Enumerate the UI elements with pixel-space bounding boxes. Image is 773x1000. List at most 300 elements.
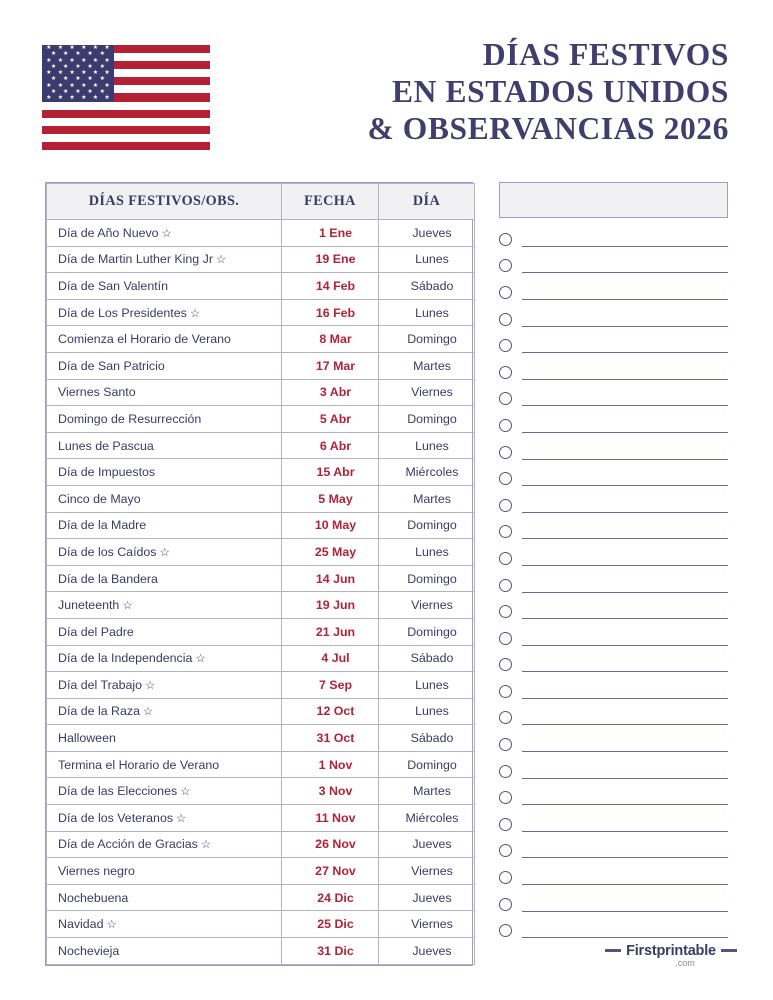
note-checkbox[interactable] [499,339,512,352]
note-write-line[interactable] [522,911,728,912]
note-write-line[interactable] [522,671,728,672]
federal-holiday-star-icon: ☆ [122,600,133,613]
note-checkbox[interactable] [499,658,512,671]
holiday-date-cell: 24 Dic [282,884,379,911]
holiday-name-cell [47,326,282,353]
holiday-name: Día de la Bandera [58,571,158,586]
table-row [47,805,475,832]
table-row [47,220,475,247]
table-row [47,831,475,858]
holiday-weekday-cell: Martes [379,352,475,379]
note-write-line[interactable] [522,751,728,752]
holiday-name: Día de San Valentín [58,278,168,293]
table-row [47,539,475,566]
note-row [499,306,728,333]
federal-holiday-star-icon: ☆ [142,706,154,719]
table-row [47,565,475,592]
holiday-date-cell: 1 Ene [282,220,379,247]
holiday-weekday-cell: Viernes [379,592,475,619]
holiday-name: Día de Martin Luther King Jr [58,252,213,267]
holiday-name-cell [47,352,282,379]
flag-star-icon: ★ [99,62,106,70]
flag-star-icon: ★ [75,75,81,83]
holiday-weekday-cell: Domingo [379,618,475,645]
logo-dash-left-icon [605,949,621,952]
column-header-holiday: DÍAS FESTIVOS/OBS. [47,184,282,220]
notes-checklist [499,226,728,944]
flag-star-icon: ★ [75,88,81,96]
note-row [499,784,728,811]
flag-star-icon: ★ [69,45,75,52]
holiday-date-cell: 14 Feb [282,273,379,300]
flag-star-icon: ★ [57,94,64,102]
holiday-name: Lunes de Pascua [58,438,154,453]
flag-star-icon: ★ [63,88,69,96]
note-write-line[interactable] [522,857,728,858]
flag-star-row [42,95,114,101]
federal-holiday-star-icon: ☆ [180,786,191,799]
flag-star-icon: ★ [69,94,75,102]
note-write-line[interactable] [522,724,728,725]
table-row [47,352,475,379]
flag-star-icon: ★ [50,75,57,83]
holiday-date-cell: 14 Jun [282,565,379,592]
flag-star-icon: ★ [69,81,75,89]
table-row [47,911,475,938]
table-row [47,406,475,433]
note-checkbox[interactable] [499,552,512,565]
flag-star-icon: ★ [87,88,93,96]
table-row [47,512,475,539]
holiday-name-cell [47,698,282,725]
holiday-name-cell [47,379,282,406]
flag-stripe [42,110,210,118]
flag-star-icon: ★ [57,81,64,89]
holiday-weekday-cell: Domingo [379,751,475,778]
holiday-weekday-cell: Domingo [379,326,475,353]
us-flag-icon [42,45,210,150]
note-row [499,465,728,492]
holiday-name-cell [47,831,282,858]
flag-star-icon: ★ [92,45,99,52]
note-row [499,731,728,758]
table-row [47,672,475,699]
holiday-name: Día de las Elecciones [58,784,178,799]
holiday-name: Día de Impuestos [58,465,156,480]
note-row [499,838,728,865]
note-write-line[interactable] [522,246,728,247]
table-row [47,858,475,885]
holiday-name-cell [47,299,282,326]
holiday-name: Día de Año Nuevo [58,225,159,240]
logo-tld: .com [675,957,695,968]
note-write-line[interactable] [522,379,728,380]
note-write-line[interactable] [522,485,728,486]
holiday-name-cell [47,911,282,938]
holiday-date-cell: 31 Oct [282,725,379,752]
table-row [47,592,475,619]
holiday-name-cell [47,592,282,619]
holiday-name: Viernes negro [58,864,135,879]
note-row [499,226,728,253]
holiday-name: Nochevieja [58,943,120,958]
holiday-weekday-cell: Viernes [379,911,475,938]
note-write-line[interactable] [522,778,728,779]
holiday-weekday-cell: Lunes [379,698,475,725]
holiday-name: Viernes Santo [58,385,136,400]
federal-holiday-star-icon: ☆ [106,919,117,932]
flag-star-icon: ★ [46,69,52,77]
notes-title-input[interactable] [499,182,728,218]
flag-star-icon: ★ [81,45,87,52]
holiday-name-cell [47,805,282,832]
flag-star-icon: ★ [104,45,110,52]
table-header-row [47,184,475,220]
holiday-weekday-cell: Domingo [379,406,475,433]
holiday-weekday-cell: Lunes [379,299,475,326]
holiday-date-cell: 3 Nov [282,778,379,805]
note-row [499,412,728,439]
flag-star-icon: ★ [75,62,81,70]
note-write-line[interactable] [522,592,728,593]
holiday-weekday-cell: Jueves [379,831,475,858]
table-row [47,459,475,486]
holiday-name: Día del Padre [58,624,134,639]
note-write-line[interactable] [522,698,728,699]
holiday-name: Halloween [58,731,116,746]
flag-stripe [42,126,210,134]
flag-star-icon: ★ [81,81,87,89]
flag-star-icon: ★ [92,81,99,89]
holiday-weekday-cell: Lunes [379,432,475,459]
holiday-date-cell: 17 Mar [282,352,379,379]
federal-holiday-star-icon: ☆ [215,254,227,267]
note-write-line[interactable] [522,804,728,805]
flag-star-icon: ★ [46,94,52,102]
logo-name: Firstprintable [626,942,716,959]
holiday-name-cell [47,725,282,752]
note-checkbox[interactable] [499,499,512,512]
flag-stripe [42,142,210,150]
holiday-weekday-cell: Martes [379,778,475,805]
holiday-name-cell [47,645,282,672]
table-row [47,725,475,752]
note-write-line[interactable] [522,512,728,513]
holiday-date-cell: 26 Nov [282,831,379,858]
table-row [47,618,475,645]
federal-holiday-star-icon: ☆ [145,679,156,692]
note-write-line[interactable] [522,884,728,885]
holiday-date-cell: 19 Ene [282,246,379,273]
note-write-line[interactable] [522,352,728,353]
holiday-name: Día de Los Presidentes [58,305,187,320]
note-checkbox[interactable] [499,472,512,485]
title-line-2: EN ESTADOS UNIDOS [392,74,729,109]
note-checkbox[interactable] [499,446,512,459]
note-row [499,705,728,732]
holiday-name-cell [47,512,282,539]
holiday-weekday-cell: Domingo [379,565,475,592]
page-title [259,36,729,147]
holiday-weekday-cell: Jueves [379,220,475,247]
flag-star-icon: ★ [75,50,81,58]
holiday-name-cell [47,220,282,247]
table-row [47,326,475,353]
column-header-date: FECHA [282,184,379,220]
holiday-name-cell [47,485,282,512]
holiday-name: Día de los Caídos [58,544,157,559]
note-checkbox[interactable] [499,791,512,804]
note-checkbox[interactable] [499,233,512,246]
note-checkbox[interactable] [499,419,512,432]
logo-wordmark [605,943,737,959]
flag-star-icon: ★ [99,50,106,58]
note-write-line[interactable] [522,538,728,539]
holiday-name: Día del Trabajo [58,677,143,692]
note-checkbox[interactable] [499,898,512,911]
note-row [499,545,728,572]
note-write-line[interactable] [522,405,728,406]
holiday-date-cell: 12 Oct [282,698,379,725]
holiday-date-cell: 1 Nov [282,751,379,778]
note-checkbox[interactable] [499,313,512,326]
holiday-weekday-cell: Domingo [379,512,475,539]
holiday-date-cell: 10 May [282,512,379,539]
flag-star-icon: ★ [92,94,99,102]
federal-holiday-star-icon: ☆ [159,546,170,559]
note-checkbox[interactable] [499,765,512,778]
holiday-weekday-cell: Jueves [379,938,475,965]
flag-star-icon: ★ [81,94,87,102]
holiday-name: Día de la Raza [58,704,140,719]
holiday-date-cell: 11 Nov [282,805,379,832]
note-row [499,439,728,466]
column-header-day: DÍA [379,184,475,220]
holiday-date-cell: 15 Abr [282,459,379,486]
holiday-name: Día de la Madre [58,518,147,533]
note-write-line[interactable] [522,565,728,566]
holiday-name-cell [47,618,282,645]
note-row [499,864,728,891]
holiday-name-cell [47,858,282,885]
note-checkbox[interactable] [499,286,512,299]
federal-holiday-star-icon: ☆ [200,839,212,852]
note-row [499,811,728,838]
title-line-3: & OBSERVANCIAS 2026 [367,111,729,146]
note-checkbox[interactable] [499,844,512,857]
federal-holiday-star-icon: ☆ [189,307,201,320]
holiday-name-cell [47,246,282,273]
notes-panel [499,182,728,218]
table-row [47,751,475,778]
holiday-name: Nochebuena [58,890,129,905]
holiday-name: Día de San Patricio [58,358,165,373]
holiday-date-cell: 3 Abr [282,379,379,406]
holiday-name-cell [47,565,282,592]
flag-star-icon: ★ [57,56,64,64]
note-checkbox[interactable] [499,871,512,884]
holiday-date-cell: 25 Dic [282,911,379,938]
note-row [499,279,728,306]
note-write-line[interactable] [522,831,728,832]
holiday-name-cell [47,432,282,459]
note-row [499,519,728,546]
flag-star-icon: ★ [104,56,110,64]
holiday-date-cell: 16 Feb [282,299,379,326]
flag-star-icon: ★ [81,69,87,77]
holiday-name: Día de Acción de Gracias [58,837,198,852]
holiday-name-cell [47,778,282,805]
brand-logo [596,938,746,972]
table-row [47,645,475,672]
holiday-name: Comienza el Horario de Verano [58,332,231,347]
holiday-date-cell: 8 Mar [282,326,379,353]
holiday-name: Día de la Independencia [58,651,193,666]
holiday-weekday-cell: Miércoles [379,459,475,486]
holiday-name-cell [47,884,282,911]
note-checkbox[interactable] [499,924,512,937]
table-row [47,379,475,406]
flag-star-icon: ★ [69,69,75,77]
flag-star-icon: ★ [104,69,110,77]
holiday-name-cell [47,751,282,778]
note-write-line[interactable] [522,272,728,273]
holiday-name-cell [47,672,282,699]
holiday-name-cell [47,938,282,965]
title-line-1: DÍAS FESTIVOS [482,37,729,72]
note-row [499,332,728,359]
note-row [499,492,728,519]
holiday-table [45,182,473,966]
note-row [499,598,728,625]
holiday-weekday-cell: Viernes [379,858,475,885]
note-write-line[interactable] [522,459,728,460]
holiday-name: Termina el Horario de Verano [58,757,220,772]
note-row [499,625,728,652]
flag-star-icon: ★ [46,45,52,52]
note-checkbox[interactable] [499,711,512,724]
holiday-name: Navidad [58,917,104,932]
note-write-line[interactable] [522,432,728,433]
note-checkbox[interactable] [499,605,512,618]
holiday-name-cell [47,273,282,300]
holiday-name: Juneteenth [58,598,120,613]
holiday-name: Domingo de Resurrección [58,411,202,426]
holiday-weekday-cell: Jueves [379,884,475,911]
table-row [47,778,475,805]
flag-canton [42,45,114,102]
flag-star-icon: ★ [46,81,52,89]
flag-star-icon: ★ [63,62,69,70]
note-write-line[interactable] [522,326,728,327]
table-row [47,698,475,725]
note-checkbox[interactable] [499,366,512,379]
table-row [47,485,475,512]
note-row [499,386,728,413]
flag-star-icon: ★ [46,56,52,64]
page-header [0,0,773,168]
note-row [499,253,728,280]
flag-star-icon: ★ [50,50,57,58]
flag-star-icon: ★ [63,75,69,83]
note-checkbox[interactable] [499,818,512,831]
flag-star-icon: ★ [92,69,99,77]
note-row [499,891,728,918]
note-row [499,572,728,599]
table-row [47,432,475,459]
note-checkbox[interactable] [499,632,512,645]
holiday-date-cell: 5 Abr [282,406,379,433]
holiday-weekday-cell: Viernes [379,379,475,406]
federal-holiday-star-icon: ☆ [195,653,206,666]
federal-holiday-star-icon: ☆ [176,812,187,825]
federal-holiday-star-icon: ☆ [161,227,172,240]
logo-dash-right-icon [721,949,737,952]
table-row [47,273,475,300]
note-row [499,652,728,679]
holiday-name: Cinco de Mayo [58,491,141,506]
note-checkbox[interactable] [499,259,512,272]
holiday-date-cell: 19 Jun [282,592,379,619]
holiday-weekday-cell: Lunes [379,246,475,273]
holiday-name-cell [47,539,282,566]
holiday-date-cell: 5 May [282,485,379,512]
flag-star-icon: ★ [104,81,110,89]
flag-star-icon: ★ [81,56,87,64]
holiday-weekday-cell: Sábado [379,273,475,300]
holiday-weekday-cell: Lunes [379,672,475,699]
note-checkbox[interactable] [499,579,512,592]
holiday-date-cell: 6 Abr [282,432,379,459]
note-write-line[interactable] [522,299,728,300]
holiday-date-cell: 21 Jun [282,618,379,645]
table-row [47,299,475,326]
note-checkbox[interactable] [499,685,512,698]
holiday-name: Día de los Veteranos [58,810,174,825]
note-checkbox[interactable] [499,525,512,538]
flag-star-icon: ★ [92,56,99,64]
holiday-date-cell: 4 Jul [282,645,379,672]
holiday-date-cell: 27 Nov [282,858,379,885]
holiday-date-cell: 31 Dic [282,938,379,965]
holiday-weekday-cell: Martes [379,485,475,512]
flag-star-icon: ★ [87,50,93,58]
flag-star-icon: ★ [87,62,93,70]
holiday-name-cell [47,406,282,433]
flag-star-icon: ★ [87,75,93,83]
table-row [47,938,475,965]
note-write-line[interactable] [522,645,728,646]
note-row [499,758,728,785]
note-row [499,359,728,386]
flag-star-icon: ★ [57,45,64,52]
note-row [499,678,728,705]
holiday-date-cell: 7 Sep [282,672,379,699]
holiday-weekday-cell: Lunes [379,539,475,566]
flag-star-icon: ★ [50,88,57,96]
holiday-name-cell [47,459,282,486]
holiday-weekday-cell: Sábado [379,725,475,752]
holiday-date-cell: 25 May [282,539,379,566]
holiday-weekday-cell: Miércoles [379,805,475,832]
note-checkbox[interactable] [499,392,512,405]
flag-star-icon: ★ [57,69,64,77]
table-row [47,246,475,273]
note-write-line[interactable] [522,618,728,619]
note-checkbox[interactable] [499,738,512,751]
flag-star-icon: ★ [99,88,106,96]
flag-star-icon: ★ [69,56,75,64]
